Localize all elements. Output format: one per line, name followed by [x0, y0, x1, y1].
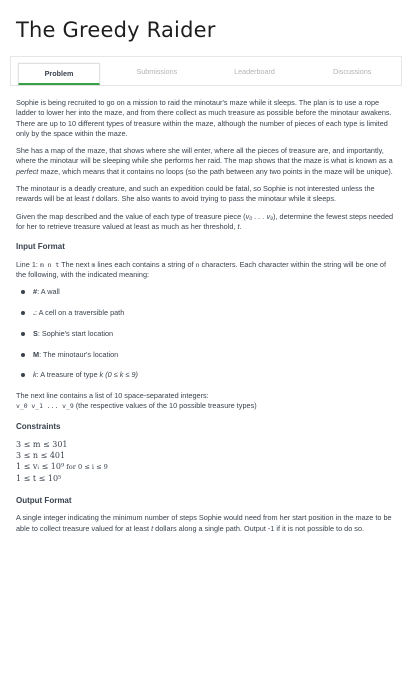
- tab-problem[interactable]: Problem: [18, 63, 100, 85]
- constraint-m: 3 ≤ m ≤ 301: [16, 440, 68, 450]
- math-values: v₀ . . . v₉: [245, 211, 274, 221]
- input-line1: Line 1: m n t The next m lines each contains a string of n characters. Each character within the string will be one of the following, with the indicated meaning:: [16, 259, 386, 279]
- list-item: k: A treasure of type k (0 ≤ k ≤ 9): [33, 370, 396, 380]
- constraints-list: [16, 439, 396, 484]
- values-line: The next line contains a list of 10 space-separated integers: v_0 v_1 ... v_9 (the respective values of the 10 possible treasure types): [16, 391, 257, 411]
- constraint-t: 1 ≤ t ≤ 10⁵: [16, 474, 62, 484]
- list-item: S: Sophie's start location: [33, 329, 396, 339]
- list-item: .: A cell on a traversible path: [33, 308, 396, 318]
- paragraph-task: Given the map described and the value of each type of treasure piece (v₀ . . . v₉), determine the fewest steps needed for her to retrieve treasure valued at least as much as her threshold, t.: [16, 211, 394, 231]
- input-format-heading: Input Format: [16, 242, 65, 252]
- paragraph-intro: Sophie is being recruited to go on a mission to raid the minotaur's maze while it sleeps. The plan is to use a rope ladder to lower her into the maze, and from there collect as much treasure as possible before the minotaur awakens. There are up to 10 different types of treasure within the maze, although the number of pieces of each type is limited only by the space within the maze.: [16, 98, 392, 138]
- list-item: #: A wall: [33, 287, 396, 297]
- list-item: M: The minotaur's location: [33, 350, 396, 360]
- paragraph-threshold: The minotaur is a deadly creature, and such an expedition could be fatal, so Sophie is not interested unless the rewards will be at least t dollars. She also wants to avoid trying to pass the minotaur while it sleeps.: [16, 184, 375, 204]
- output-format-text: A single integer indicating the minimum number of steps Sophie would need from her start position in the maze to be able to collect treasure valued for at least t dollars along a single path. Output -1 if it is not possible to do so.: [16, 513, 392, 533]
- cell-legend-list: [16, 287, 396, 380]
- constraints-heading: Constraints: [16, 421, 61, 431]
- tab-submissions[interactable]: Submissions: [136, 66, 178, 76]
- page-title: The Greedy Raider: [16, 18, 216, 42]
- paragraph-map: She has a map of the maze, that shows where she will enter, where all the pieces of treasure are, and importantly, where the minotaur will be sleeping while she performs her raid. The map shows that the maze is what is known as a perfect maze, which means that it contains no loops (so the path between any two points in the maze will be unique).: [16, 146, 393, 176]
- tab-discussions[interactable]: Discussions: [333, 66, 372, 76]
- problem-statement: [10, 86, 402, 534]
- tab-bar: [10, 56, 402, 86]
- output-format-heading: Output Format: [16, 496, 72, 506]
- constraint-v: 1 ≤ vᵢ ≤ 10⁹ for 0 ≤ i ≤ 9: [16, 462, 108, 472]
- constraint-n: 3 ≤ n ≤ 401: [16, 451, 66, 461]
- tab-leaderboard[interactable]: Leaderboard: [234, 66, 275, 76]
